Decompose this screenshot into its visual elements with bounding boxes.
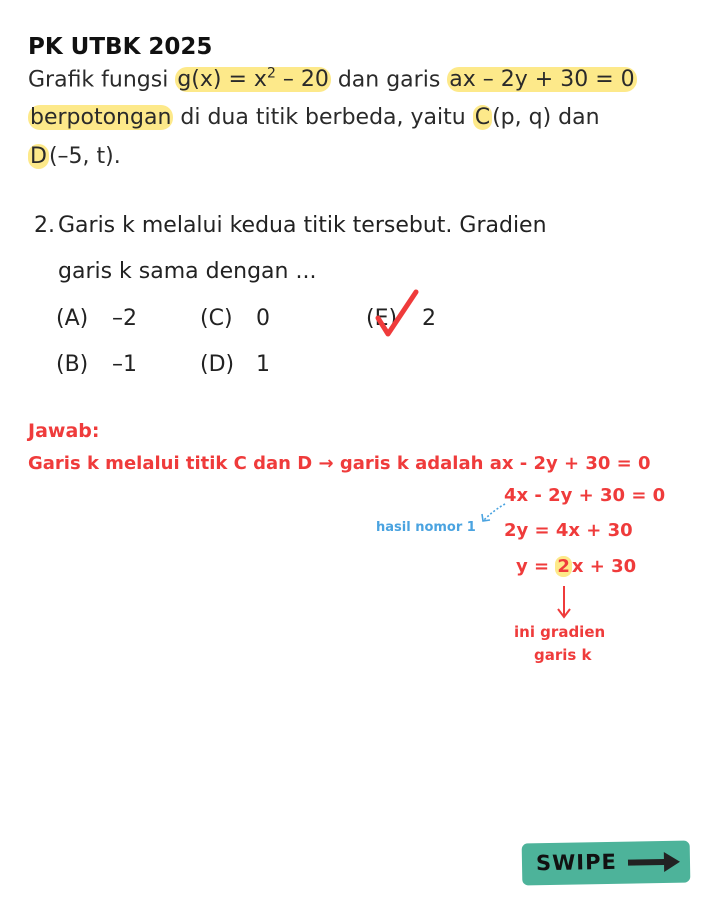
side-note: hasil nomor 1 <box>376 520 476 535</box>
equation-1: 4x - 2y + 30 = 0 <box>504 485 666 506</box>
swipe-label: SWIPE <box>535 849 618 876</box>
option-e[interactable]: (E) 2 <box>366 306 436 331</box>
down-arrow-icon <box>554 584 574 620</box>
right-arrow-icon <box>626 850 682 875</box>
question-number: 2. <box>34 213 55 238</box>
question-line-2: garis k sama dengan ... <box>58 259 317 284</box>
answer-heading: Jawab: <box>28 420 100 442</box>
option-c[interactable]: (C) 0 <box>200 306 270 331</box>
checkmark-icon <box>372 288 422 340</box>
answer-line-1: Garis k melalui titik C dan D → garis k adalah ax - 2y + 30 = 0 <box>28 453 651 474</box>
page-title: PK UTBK 2025 <box>28 34 213 60</box>
problem-line-2: berpotongan di dua titik berbeda, yaitu C(p, q) dan <box>30 105 600 130</box>
gradient-note-line-2: garis k <box>534 646 592 664</box>
dotted-arrow-icon <box>478 500 508 526</box>
option-d[interactable]: (D) 1 <box>200 352 270 377</box>
equation-3: y = 2 x + 30 <box>516 556 637 577</box>
problem-line-3: D(–5, t). <box>30 144 121 169</box>
option-a[interactable]: (A) –2 <box>56 306 137 331</box>
problem-line-1: Grafik fungsi $g(x) = x^2 - 20$ dan garis ax – 2y + 30 = 0 <box>28 66 635 93</box>
option-b[interactable]: (B) –1 <box>56 352 137 377</box>
swipe-button[interactable] <box>522 841 691 886</box>
equation-2: 2y = 4x + 30 <box>504 520 633 541</box>
question-line-1: Garis k melalui kedua titik tersebut. Gradien <box>58 213 547 238</box>
gradient-note-line-1: ini gradien <box>514 623 606 641</box>
